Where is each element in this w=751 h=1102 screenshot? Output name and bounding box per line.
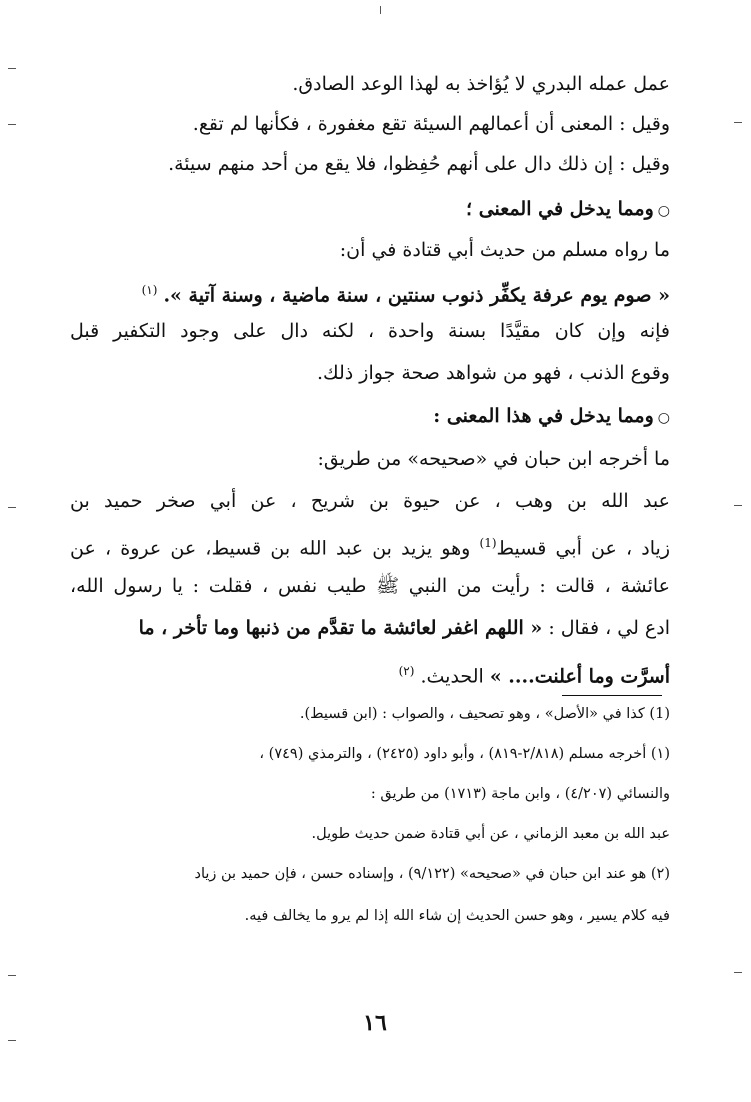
footnote: (٢) هو عند ابن حبان في «صحيحه» (٩/١٢٢) ، وإسناده حسن ، فإن حميد بن زياد	[194, 866, 670, 882]
text-line: فإنه وإن كان مقيَّدًا بسنة واحدة ، لكنه دال على وجود التكفير قبل	[70, 320, 670, 342]
margin-mark	[380, 6, 381, 14]
text-line: أسرَّت وما أعلنت.... » الحديث. $^{(٢)}$	[398, 664, 670, 688]
margin-mark	[734, 122, 742, 123]
margin-mark	[734, 972, 742, 973]
margin-mark	[8, 124, 16, 125]
text-line: عمل عمله البدري لا يُؤاخذ به لهذا الوعد الصادق.	[292, 73, 670, 95]
page-number: ١٦	[363, 1010, 387, 1036]
text-line: ادع لي ، فقال : « اللهم اغفر لعائشة ما تقدَّم من ذنبها وما تأخر ، ما	[138, 617, 670, 639]
text-line: وقوع الذنب ، فهو من شواهد صحة جواز ذلك.	[316, 362, 670, 384]
text-line: زياد ، عن أبي قسيط$^{(1)}$ وهو يزيد بن عبد الله بن قسيط، عن عروة ، عن	[70, 536, 670, 560]
text-line: عائشة ، قالت : رأيت من النبي ﷺ طيب نفس ، فقلت : يا رسول الله،	[70, 575, 670, 597]
footnote: عبد الله بن معبد الزماني ، عن أبي قتادة ضمن حديث طويل.	[311, 826, 670, 842]
footnote-separator	[562, 695, 662, 696]
bullet-icon: ○	[657, 203, 670, 219]
footnote-ref: (١)	[141, 283, 158, 297]
margin-mark	[8, 507, 16, 508]
text-line: ما أخرجه ابن حبان في «صحيحه» من طريق:	[317, 448, 670, 470]
margin-mark	[8, 1040, 16, 1041]
footnote: فيه كلام يسير ، وهو حسن الحديث إن شاء الله إذا لم يرو ما يخالف فيه.	[244, 908, 670, 924]
bullet-icon: ○	[657, 410, 670, 426]
section-heading: ○ومما يدخل في هذا المعنى :	[433, 405, 670, 427]
footnote-ref: (٢)	[398, 664, 415, 678]
footnote: (١) أخرجه مسلم (٢/٨١٨-٨١٩) ، وأبو داود (٢٤٢٥) ، والترمذي (٧٤٩) ،	[259, 746, 670, 762]
footnote: (1) كذا في «الأصل» ، وهو تصحيف ، والصواب : (ابن قسيط).	[299, 706, 670, 722]
text-line: ما رواه مسلم من حديث أبي قتادة في أن:	[339, 239, 670, 261]
text-line: وقيل : المعنى أن أعمالهم السيئة تقع مغفورة ، فكأنها لم تقع.	[192, 113, 670, 135]
footnote: والنسائي (٤/٢٠٧) ، وابن ماجة (١٧١٣) من طريق :	[370, 786, 670, 802]
text-line: وقيل : إن ذلك دال على أنهم حُفِظوا، فلا يقع من أحد منهم سيئة.	[168, 153, 670, 175]
section-heading: ○ومما يدخل في المعنى ؛	[466, 198, 670, 220]
margin-mark	[734, 505, 742, 506]
margin-mark	[8, 975, 16, 976]
text-line: عبد الله بن وهب ، عن حيوة بن شريح ، عن أبي صخر حميد بن	[70, 490, 670, 512]
footnote-ref: (1)	[479, 536, 497, 550]
margin-mark	[8, 68, 16, 69]
hadith-quote: « صوم يوم عرفة يكفِّر ذنوب سنتين ، سنة ماضية ، وسنة آتية ». $^{(١)}$	[141, 283, 670, 307]
